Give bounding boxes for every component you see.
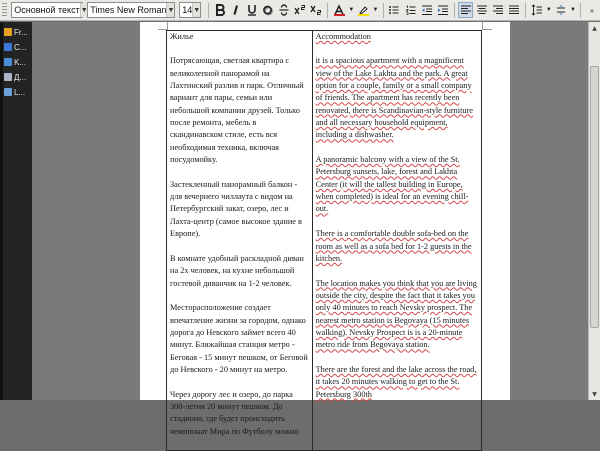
- task-item[interactable]: [4, 71, 30, 83]
- font-size-select[interactable]: [179, 2, 201, 18]
- underline-icon[interactable]: [245, 2, 259, 18]
- font-color-icon[interactable]: [332, 2, 346, 18]
- font-size-value: 14: [182, 5, 193, 15]
- english-paragraph: A panoramic balcony with a view of the St. Petersburg sunsets, lake, forest and Lakhta Center (it will the tallest building in Europe, when completed) is ideal for an evening chill-out.: [315, 155, 469, 214]
- english-header: Accommodation: [315, 32, 371, 41]
- folder-icon: [4, 28, 12, 36]
- russian-paragraph: Через дорогу лес и озеро, до парка 300-летия 20 минут пешком. До стадиона, где будет происходить чемпионат Мира по Футболу можно: [170, 389, 299, 436]
- line-spacing-dropdown-icon[interactable]: ▼: [545, 7, 552, 13]
- task-item[interactable]: [4, 86, 30, 98]
- translation-table[interactable]: [166, 30, 482, 451]
- align-justify-icon[interactable]: [507, 2, 521, 18]
- table-row: [167, 31, 482, 451]
- document-page[interactable]: [140, 22, 510, 436]
- task-item-label: C...: [14, 42, 27, 52]
- russian-paragraph: В комнате удобный раскладной диван на 2х человек, на кухне небольшой гостевой диванчик на 1-2 человек.: [170, 253, 304, 288]
- chevron-down-icon[interactable]: ▼: [80, 3, 88, 17]
- superscript-icon[interactable]: [293, 2, 307, 18]
- chevron-down-icon[interactable]: ▼: [192, 3, 200, 17]
- russian-paragraph: Потрясающая, светлая квартира с великолепной панорамой на Лахтинский разлив и парк. Отличный вариант для пары, семьи или небольшой компании друзей. Только после ремонта, мебель в скандинавском стиле, есть вся необходимая техника, включая посудомойку.: [170, 56, 304, 165]
- app-icon: [4, 88, 12, 96]
- english-column-cell[interactable]: [312, 31, 481, 451]
- task-item-label: Fr...: [14, 27, 28, 37]
- font-color-swatch: [334, 14, 345, 16]
- font-name-value: Times New Roman: [90, 5, 167, 15]
- text-boundary-corner: [158, 20, 168, 30]
- app-icon: [4, 58, 12, 66]
- text-boundary-corner: [482, 20, 492, 30]
- italic-icon[interactable]: [229, 2, 243, 18]
- subscript-icon[interactable]: [309, 2, 323, 18]
- toolbar-separator: [208, 3, 209, 18]
- highlight-swatch: [358, 14, 369, 16]
- task-pane: [0, 22, 32, 400]
- paragraph-spacing-icon[interactable]: [554, 2, 568, 18]
- decrease-indent-icon[interactable]: [420, 2, 434, 18]
- scroll-up-icon[interactable]: ▲: [592, 24, 597, 32]
- task-item[interactable]: [4, 56, 30, 68]
- task-item-label: Д...: [14, 72, 27, 82]
- formatting-toolbar: [0, 0, 600, 21]
- align-center-icon[interactable]: [475, 2, 489, 18]
- highlight-dropdown-icon[interactable]: ▼: [372, 7, 379, 13]
- toolbar-separator: [525, 3, 526, 18]
- strikethrough-icon[interactable]: [277, 2, 291, 18]
- line-spacing-icon[interactable]: [530, 2, 544, 18]
- task-pane-handle[interactable]: [0, 22, 3, 400]
- paragraph-style-value: Основной текст: [14, 5, 80, 15]
- russian-paragraph: Застекленный панорамный балкон - для вечернего чиллаута с видом на Петербургский закат, озеро, лес и Лахта-центр (самое высокое здание в Европе).: [170, 179, 302, 239]
- russian-header: Жилье: [170, 32, 194, 41]
- shadow-icon[interactable]: [261, 2, 275, 18]
- task-item-label: L...: [14, 87, 26, 97]
- font-name-select[interactable]: [87, 2, 175, 18]
- toolbar-separator: [327, 3, 328, 18]
- scrollbar-thumb[interactable]: [590, 66, 599, 328]
- document-icon: [4, 73, 12, 81]
- font-color-dropdown-icon[interactable]: ▼: [348, 7, 355, 13]
- toolbar-separator: [383, 3, 384, 18]
- document-canvas[interactable]: [32, 22, 588, 436]
- paragraph-spacing-dropdown-icon[interactable]: ▼: [570, 7, 576, 13]
- increase-indent-icon[interactable]: [436, 2, 450, 18]
- app-icon: [4, 43, 12, 51]
- task-item[interactable]: [4, 41, 30, 53]
- align-left-icon[interactable]: [458, 2, 472, 18]
- highlight-icon[interactable]: [356, 2, 370, 18]
- align-right-icon[interactable]: [491, 2, 505, 18]
- numbered-list-icon[interactable]: [403, 2, 417, 18]
- english-paragraph: it is a spacious apartment with a magnificent view of the Lake Lakhta and the park. A great option for a couple, family or a small company of friends. The apartment has recently been renovated, there is Scandinavian-style furniture and all necessary household equipment, including a dishwasher.: [315, 56, 473, 140]
- paragraph-style-select[interactable]: [11, 2, 88, 18]
- task-item-label: K...: [14, 57, 27, 67]
- more-options-icon[interactable]: »: [589, 5, 594, 15]
- english-paragraph: There are the forest and the lake across the road, it takes 20 minutes walking to get to the St. Petersburg 300th: [315, 364, 477, 399]
- bullet-list-icon[interactable]: [387, 2, 401, 18]
- chevron-down-icon[interactable]: ▼: [166, 3, 174, 17]
- task-item[interactable]: [4, 26, 30, 38]
- english-paragraph: There is a comfortable double sofa-bed on the room as well as a sofa bed for 1-2 guests in the kitchen.: [315, 229, 472, 263]
- scroll-down-icon[interactable]: ▼: [592, 390, 597, 398]
- toolbar-grip[interactable]: [2, 3, 7, 18]
- russian-column-cell[interactable]: [167, 31, 313, 451]
- toolbar-separator: [580, 3, 581, 18]
- toolbar-separator: [454, 3, 455, 18]
- english-paragraph: The location makes you think that you are living outside the city, despite the fact that it takes you only 40 minutes to reach Nevsky prospect. The nearest metro station is Begovaya (15 minutes walking). Nevsky Prospect is is a 20-minute metro ride from Begovaya station.: [315, 278, 477, 350]
- vertical-scrollbar[interactable]: [588, 22, 600, 400]
- russian-paragraph: Месторасположение создает впечатление жизни за городом, однако дорога до Невского займет всего 40 минут. Ближайшая станция метро - Беговая - 15 минут пешком, от Беговой до Невского - 20 минут на метро.: [170, 303, 308, 374]
- bold-icon[interactable]: [213, 2, 227, 18]
